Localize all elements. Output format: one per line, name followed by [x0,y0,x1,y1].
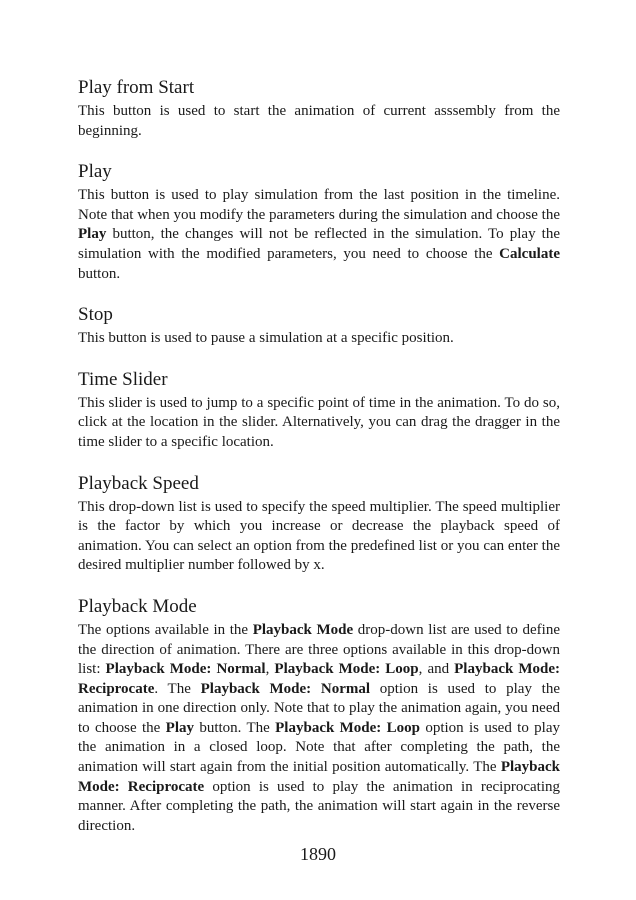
text-run: option is used to play the animation in reciprocating manner. After completing the path, the animation will start again in the reverse direction. [78,778,560,834]
section-heading: Play [78,161,112,183]
bold-term: Play [78,226,107,243]
text-run: , [265,661,275,678]
text-run: option is used to play the animation in one direction only. Note that to play the animation again, you need to choose the [78,680,560,736]
section-paragraph [78,102,560,141]
page-number: 1890 [300,844,336,864]
text-run: button, the changes will not be reflected in the simulation. To play the simulation with the modified parameters, you need to choose the [78,226,560,262]
section-heading: Stop [78,304,113,326]
text-run: button. The [194,719,276,736]
text-run: This drop-down list is used to specify the speed multiplier. The speed multiplier is the factor by which you increase or decrease the playback speed of animation. You can select an option from the predefined list or you can enter the desired multiplier number followed by x. [78,498,560,574]
bold-term: Calculate [499,245,560,262]
text-run: This button is used to pause a simulation at a specific position. [78,330,454,347]
bold-term: Playback Mode: Loop [274,661,419,678]
text-run: button. [78,265,121,282]
text-run: This button is used to start the animation of current asssembly from the beginning. [78,103,560,139]
section-paragraph [78,329,560,349]
text-run: , and [418,661,455,678]
text-run: drop-down list are used to define the direction of animation. There are three options available in this drop-down list: [78,621,560,678]
bold-term: Playback Mode: Normal [105,661,266,678]
bold-term: Playback Mode: Loop [275,719,420,736]
text-run: option is used to play the animation in a closed loop. Note that after completing the path, the animation will start again from the initial position automatically. The [78,719,560,776]
section-paragraph [78,621,560,837]
section-stop [78,303,560,349]
text-run: The options available in the [78,621,253,638]
section-heading: Play from Start [78,77,195,98]
section-heading: Time Slider [78,368,168,390]
section-play [78,160,560,284]
section-playback-speed [78,472,560,576]
section-paragraph [78,498,560,576]
bold-term: Playback Mode [252,621,354,638]
bold-term: Playback Mode: Normal [200,680,371,697]
bold-term: Playback Mode: Reciprocate [78,661,561,697]
text-run: This slider is used to jump to a specific point of time in the animation. To do so, click at the location in the slider. Alternatively, you can drag the dragger in the time slider to a specific location. [78,394,560,450]
text-run: . The [154,680,201,697]
section-paragraph [78,394,560,453]
section-play-from-start [78,76,560,141]
document-page [78,76,560,855]
section-time-slider [78,368,560,453]
section-paragraph [78,186,560,284]
bold-term: Playback Mode: Reciprocate [78,759,560,795]
section-heading: Playback Speed [78,472,199,494]
section-playback-mode [78,595,560,837]
bold-term: Play [165,719,194,736]
section-heading: Playback Mode [78,595,197,617]
text-run: This button is used to play simulation from the last position in the timeline. Note that when you modify the parameters during the simulation and choose the [78,187,560,223]
